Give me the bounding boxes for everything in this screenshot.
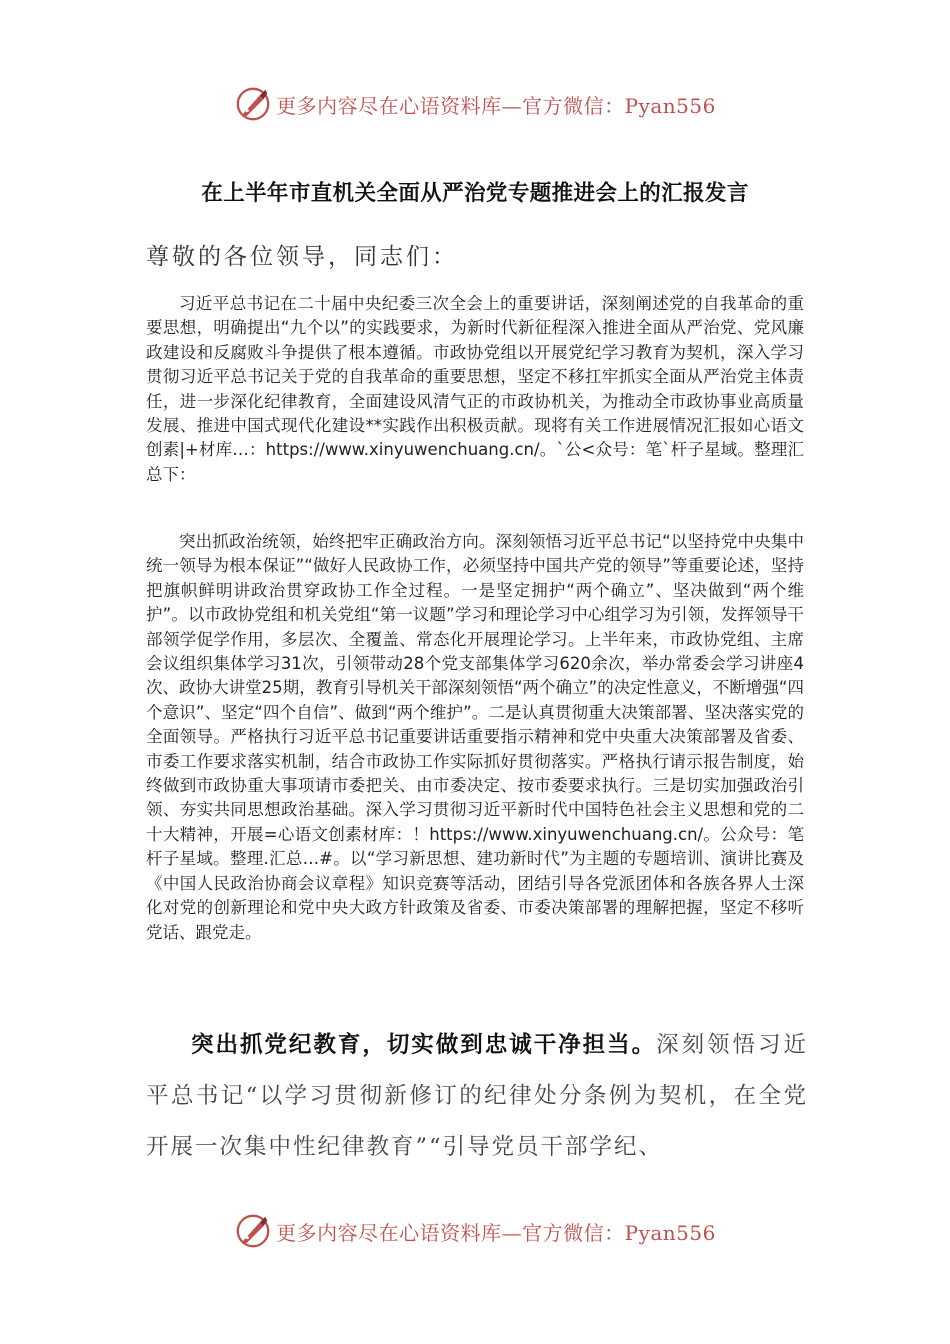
header-banner-text: 更多内容尽在心语资料库—官方微信：Pyan556 — [276, 93, 716, 118]
paragraph-political-leadership: 突出抓政治统领，始终把牢正确政治方向。深刻领悟习近平总书记“以坚持党中央集中统一领导为根本保证”“做好人民政协工作，必须坚持中国共产党的领导”等重要论述，坚持把旗帜鲜明讲政治贯穿政协工作全过程。一是坚定拥护“两个确立”、坚决做到“两个维护”。以市政协党组和机关党组“第一议题”学习和理论学习中心组学习为引领，发挥领导干部领学促学作用，多层次、全覆盖、常态化开展理论学习。上半年来，市政协党组、主席会议组织集体学习31次，引领带动28个党支部集体学习620余次，举办常委会学习讲座4次、政协大讲堂25期，教育引导机关干部深刻领悟“两个确立”的决定性意义，不断增强“四个意识”、坚定“四个自信”、做到“两个维护”。二是认真贯彻重大决策部署、坚决落实党的全面领导。严格执行习近平总书记重要讲话重要指示精神和党中央重大决策部署及省委、市委工作要求落实机制，结合市政协工作实际抓好贯彻落实。严格执行请示报告制度，始终做到市政协重大事项请市委把关、由市委决定、按市委要求执行。三是切实加强政治引领、夯实共同思想政治基础。深入学习贯彻习近平新时代中国特色社会主义思想和党的二十大精神，开展=心语文创素材库：！https://www.xinyuwenchuang.cn/。公众号：笔杆子星域。整理.汇总…#。以“学习新思想、建功新时代”为主题的专题培训、演讲比赛及《中国人民政治协商会议章程》知识竞赛等活动，团结引导各党派团体和各族各界人士深化对党的创新理论和党中央大政方针政策及省委、市委决策部署的理解把握，坚定不移听党话、跟党走。 — [146, 532, 804, 942]
paragraph-body-text: 深刻领悟习近平总书记“以学习贯彻新修订的纪律处分条例为契机，在全党开展一次集中性纪律教育”“引导党员干部学纪、 — [146, 1032, 808, 1160]
document-title: 在上半年市直机关全面从严治党专题推进会上的汇报发言 — [201, 181, 749, 206]
pen-nib-circle-icon — [234, 1212, 272, 1250]
paragraph-discipline-education — [146, 1020, 808, 1173]
salutation: 尊敬的各位领导，同志们： — [146, 244, 458, 270]
paragraph-intro: 习近平总书记在二十届中央纪委三次全会上的重要讲话，深刻阐述党的自我革命的重要思想，明确提出“九个以”的实践要求，为新时代新征程深入推进全面从严治党、党风廉政建设和反腐败斗争提供了根本遵循。市政协党组以开展党纪学习教育为契机，深入学习贯彻习近平总书记关于党的自我革命的重要思想，坚定不移扛牢抓实全面从严治党主体责任，进一步深化纪律教育，全面建设风清气正的市政协机关，为推动全市政协事业高质量发展、推进中国式现代化建设**实践作出积极贡献。现将有关工作进展情况汇报如心语文创素|+材库…：https://www.xinyuwenchuang.cn/。`公<众号：笔`杆子星域。整理汇总下： — [146, 294, 804, 484]
header-banner — [0, 84, 950, 124]
paragraph-lead-heading: 突出抓党纪教育，切实做到忠诚干净担当。 — [191, 1032, 657, 1058]
pen-nib-circle-icon — [234, 85, 272, 123]
footer-banner-text: 更多内容尽在心语资料库—官方微信：Pyan556 — [276, 1220, 716, 1245]
footer-banner — [0, 1211, 950, 1251]
